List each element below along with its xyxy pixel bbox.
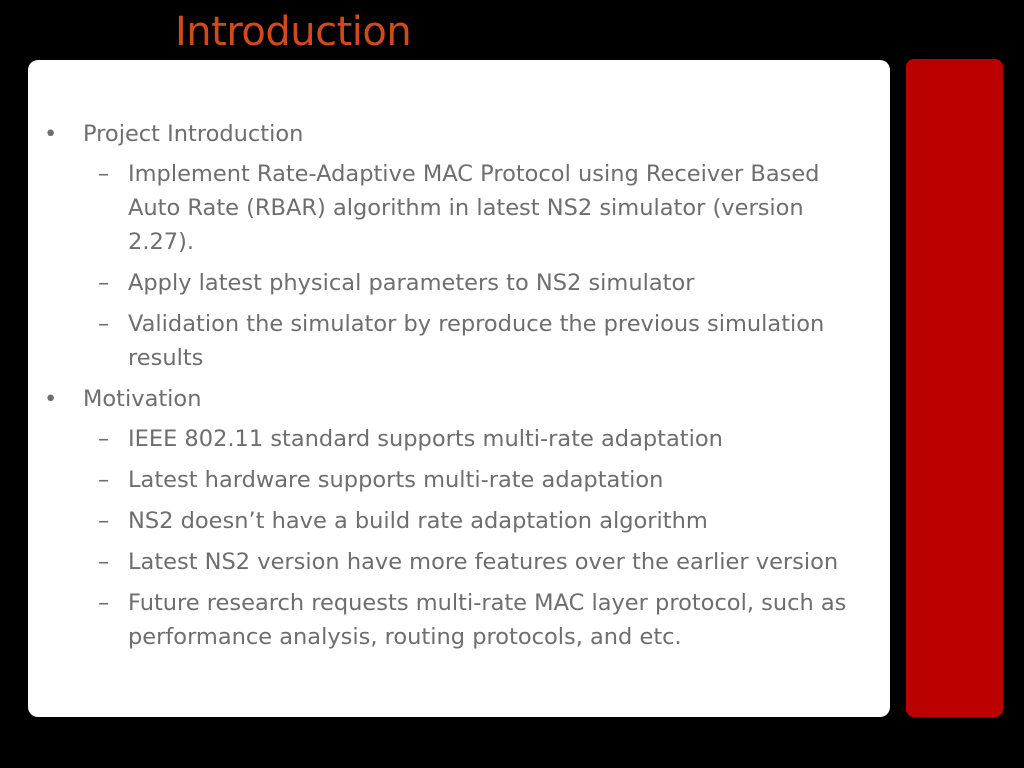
sub-bullet-item (83, 586, 890, 654)
dash-icon: – (98, 270, 110, 296)
content-panel (28, 60, 890, 717)
sub-bullet-item (83, 545, 890, 579)
bullet-list (28, 117, 890, 661)
section-motivation (28, 382, 890, 654)
sub-bullet-item (83, 157, 890, 259)
sub-bullet-text: Latest hardware supports multi-rate adaptation (128, 467, 664, 493)
sub-bullet-text: Latest NS2 version have more features over the earlier version (128, 549, 839, 575)
dash-icon: – (98, 467, 110, 493)
sub-bullet-item (83, 266, 890, 300)
bullet-icon: • (44, 386, 58, 412)
sub-bullet-text: NS2 doesn’t have a build rate adaptation algorithm (128, 508, 708, 534)
sub-bullet-item (83, 422, 890, 456)
sub-bullet-text: IEEE 802.11 standard supports multi-rate adaptation (128, 426, 723, 452)
sub-bullet-text: Implement Rate-Adaptive MAC Protocol using Receiver Based Auto Rate (RBAR) algorithm in latest NS2 simulator (version 2.27). (128, 161, 820, 255)
sub-bullet-item (83, 307, 890, 375)
sub-bullet-text: Future research requests multi-rate MAC layer protocol, such as performance analysis, routing protocols, and etc. (128, 590, 847, 650)
sub-bullet-item (83, 463, 890, 497)
sub-bullet-item (83, 504, 890, 538)
slide-title: Introduction (175, 9, 412, 55)
sub-bullet-text: Validation the simulator by reproduce the previous simulation results (128, 311, 825, 371)
dash-icon: – (98, 549, 110, 575)
section-label: Motivation (83, 386, 202, 412)
section-project-introduction (28, 117, 890, 375)
sub-bullet-list (83, 422, 890, 654)
dash-icon: – (98, 508, 110, 534)
sub-bullet-list (83, 157, 890, 375)
dash-icon: – (98, 426, 110, 452)
dash-icon: – (98, 311, 110, 337)
dash-icon: – (98, 161, 110, 187)
accent-panel (906, 59, 1003, 717)
sub-bullet-text: Apply latest physical parameters to NS2 simulator (128, 270, 695, 296)
section-label: Project Introduction (83, 121, 304, 147)
dash-icon: – (98, 590, 110, 616)
bullet-icon: • (44, 121, 58, 147)
